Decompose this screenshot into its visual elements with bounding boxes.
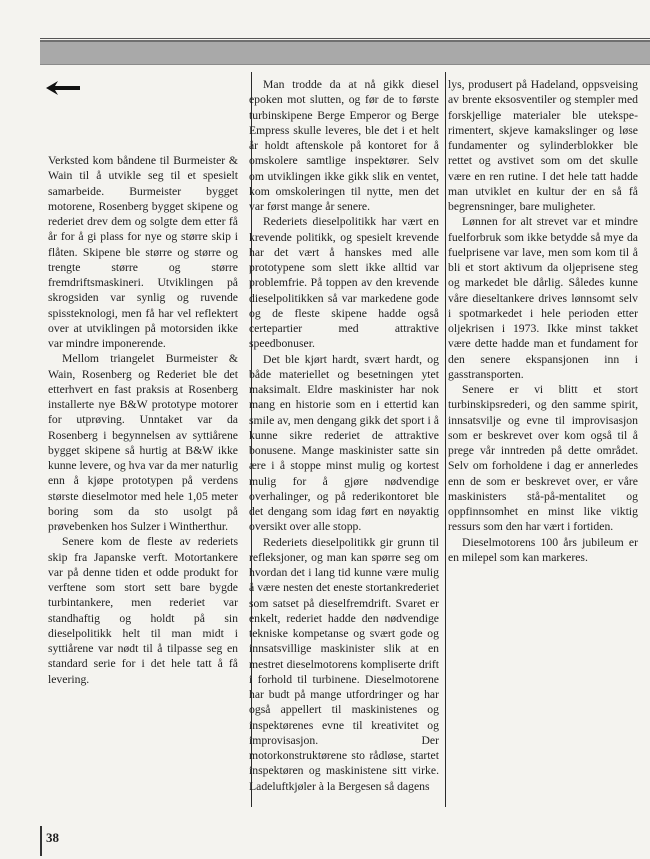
text-column-3: [448, 77, 638, 565]
arrow-left-icon: [46, 80, 80, 96]
paragraph: Rederiets dieselpolitikk har vært en krevende politikk, og spesielt krevende har det vært å hanskes med alle prototypene som slett ikke alltid var problemfrie. På toppen av den krevende dieselpolitikken så var markedene gode og de fleste skipene hadde også certepartier med attraktive speedbonuser.: [249, 215, 439, 351]
page-number-bar: [40, 826, 42, 856]
paragraph: Mellom triangelet Burmeister & Wain, Rosenberg og Rederiet ble det etterhvert en fast praksis at Rosenberg installerte nye B&W prototype motorer for utprøving. Unntaket var da Rosenberg i begynnelsen av syttiårene bygget skipene så hurtig at B&W ikke kunne levere, og hva var da mer naturlig enn å kjøpe prototypen på verdens største dieselmotor med hele 1,05 meter boring som da sto usolgt på prøvebenken hos Sulzer i Wintherthur.: [48, 352, 238, 533]
page-number: 38: [46, 830, 59, 845]
paragraph: lys, produsert på Hadeland, oppsveising av brente eksosventiler og stempler med forskjellige materialer ble uteksperimentert, skjeve kamakslinger og løse fundamenter og sylinderblokker ble rettet og avstivet som om det skulle være en ren rutine. I det hele tatt hadde man utviklet en kultur der en så få begrensninger, bare muligheter.: [448, 78, 638, 213]
paragraph: Senere kom de fleste av rederiets skip fra Japanske verft. Motortankere var på denne tiden et odde produkt for verftene som stort sett bare bygde turbintankere, men rederiet var standhaftig og holdt på sin dieselpolitikk helt til man midt i syttiårene var nødt til å tilpasse seg en standard serie for i det hele tatt å få levering.: [48, 535, 238, 686]
header-band: [40, 40, 650, 65]
header-top-rule: [40, 38, 650, 39]
paragraph: Rederiets dieselpolitikk gir grunn til refleksjoner, og man kan spørre seg om hvordan det i lang tid kunne være mulig å være nesten det eneste stortankrederiet som satset på dieselfremdrift. Svaret er enkelt, rederiet hadde den nødvendige tekniske kompetanse og svært gode og innsatsvillige maskinister slik at en mestret dieselmotorens kompliserte drift i forhold til turbinene. Dieselmotorene har budt på mange utfordringer og har også appellert til maskinistenes og inspektørenes evne til kreativitet og improvisasjon. Der motorkonstruktørene sto rådløse, startet inspektøren og maskinistene sitt virke. Ladeluftkjøler à la Bergesen så dagens: [249, 535, 439, 793]
paragraph: Man trodde da at nå gikk diesel epoken mot slutten, og før de to første turbinskipene Berge Emperor og Berge Empress skulle leveres, ble det i et helt år holdt aftenskole på kontoret for å omskolere samtlige inspektører. Selv om utviklingen ikke gikk slik en ventet, kom omskoleringen til nytte, men det var først mange år senere.: [249, 78, 439, 213]
text-column-2: [249, 77, 439, 794]
paragraph: Dieselmotorens 100 års jubileum er en milepel som kan markeres.: [448, 535, 638, 564]
paragraph: Det ble kjørt hardt, svært hardt, og både materiellet og besetningen ytet maksimalt. Eldre maskinister har nok mang en historie som en i ettertid kan smile av, men dengang gikk det sport i å kunne sikre rederiet de attraktive bonusene. Mange maskinister satte sin ære i å stoppe minst mulig og kortest mulig for å gjøre nødvendige overhalinger, og på rederikontoret ble det dengang som idag ført en nøyaktig oversikt over alle stopp.: [249, 352, 439, 534]
column-divider: [445, 72, 446, 807]
paragraph: Lønnen for alt strevet var et mindre fuelforbruk som ikke betydde så mye da fuelprisene var lave, men som kom til å bli et stort aktivum da oljeprisene steg og markedet ble dårlig. Således kunne våre dieseltankere drives lønnsomt selv i spotmarkedet i hele perioden etter oljekrisen i 1973. Ikke minst takket være dette hadde man et fundament for den senere ekspansjonen inn i gasstransporten.: [448, 215, 638, 381]
paragraph: Senere er vi blitt et stort turbinskipsrederi, og den samme spirit, innsatsvilje og evne til improvisasjon som er beskrevet over kom også til å prege vår inntreden på dette området. Selv om forholdene i dag er annerledes enn de som er beskrevet over, er våre maskinisters stå-på-mentalitet og oppfinnsomhet en minst like viktig ressurs som den har vært i fortiden.: [448, 383, 638, 534]
text-column-1: [48, 153, 238, 687]
paragraph: Verksted kom båndene til Burmeister & Wain til å utvikle seg til et spesielt samarbeide. Burmeister bygget motorene, Rosenberg bygget skipene og rederiet drev dem og solgte dem etter få år for å gi plass for nye og større skip i flåten. Skipene ble større og større og trengte større og større fremdriftsmaskineri. Utviklingen på skrogsiden var synlig og ruvende spissteknologi, men få har vel reflektert over at utviklingen på motorsiden ikke var mindre imponerende.: [48, 154, 238, 350]
